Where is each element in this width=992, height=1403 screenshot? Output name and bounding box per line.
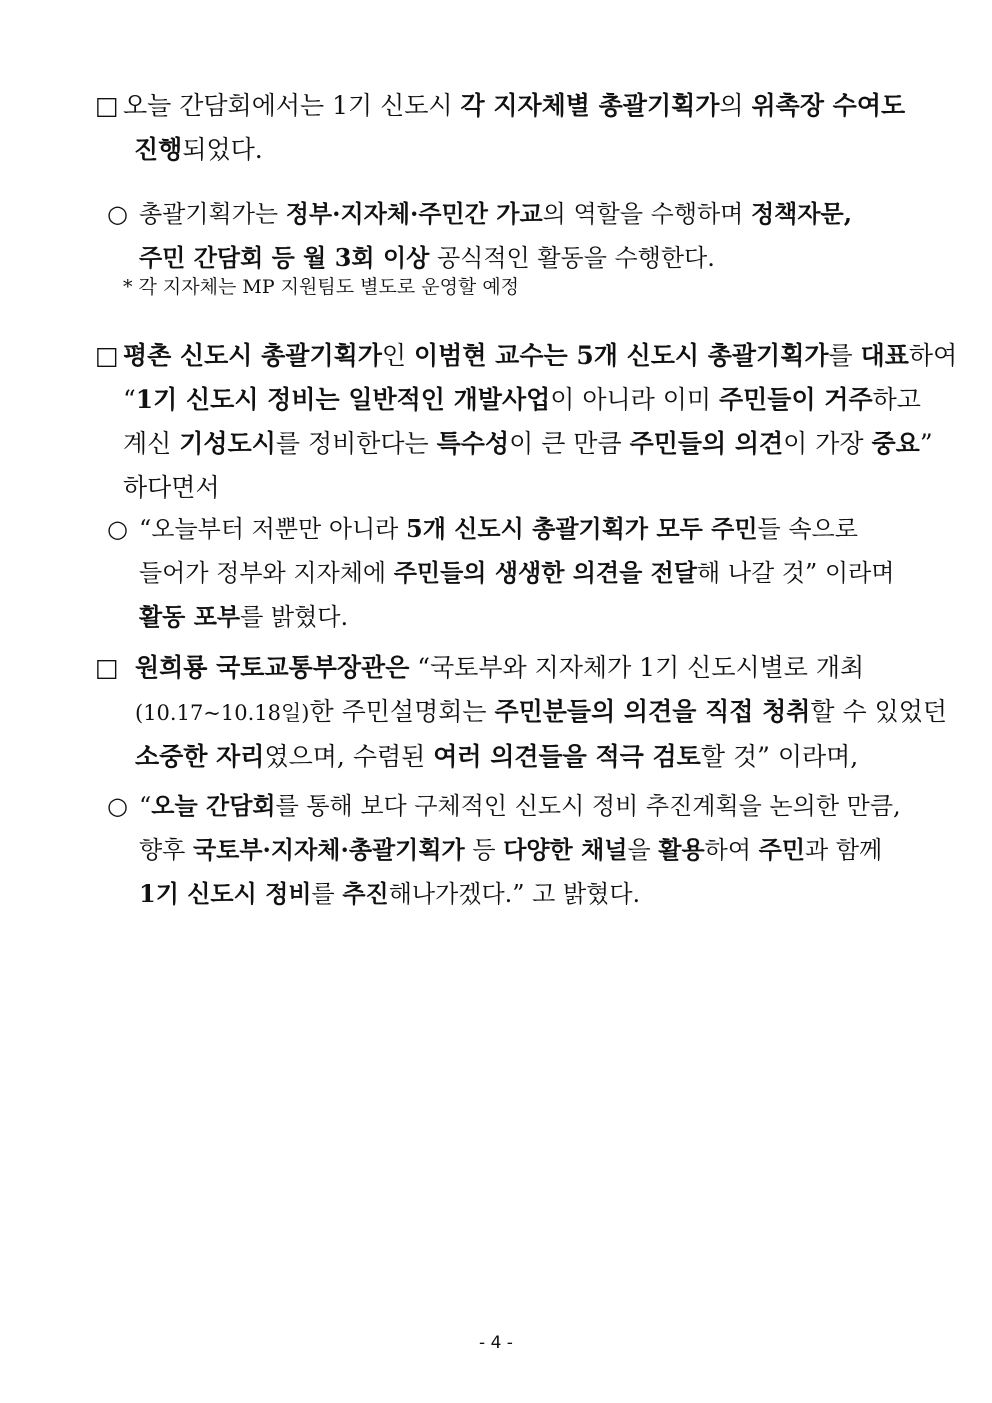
text-run: 향후 — [139, 836, 193, 864]
text-run: 한 주민설명회는 — [309, 697, 495, 726]
page-number: - 4 - — [479, 1333, 513, 1353]
bold-text-run: 기성도시 — [179, 429, 276, 458]
text-run: 과 함께 — [805, 836, 883, 864]
bold-text-run: 주민분들의 의견을 직접 청취 — [494, 697, 811, 726]
text-run: 이 큰 만큼 — [509, 429, 630, 458]
bold-text-run: 각 지자체별 총괄기획가 — [460, 91, 720, 120]
text-run: 총괄기획가는 — [139, 200, 286, 228]
text-run: 인 — [381, 341, 415, 370]
text-line — [123, 422, 933, 466]
paragraph-1-sub — [107, 192, 902, 280]
text-line — [123, 466, 905, 510]
bold-text-run: 특수성 — [436, 429, 510, 458]
paragraph-2-lines — [95, 334, 958, 510]
text-run: 를 정비한다는 — [275, 429, 437, 458]
text-run: 들어가 정부와 지자체에 — [139, 559, 394, 587]
text-run: 의 — [719, 91, 752, 120]
text-run: 의 역할을 수행하며 — [542, 200, 751, 228]
text-line — [139, 872, 902, 916]
bold-text-run: 1기 신도시 정비는 일반적인 개발사업 — [135, 385, 551, 414]
paragraph-1-lines — [95, 84, 905, 172]
bold-text-run: 주민 — [758, 835, 806, 864]
text-run: 오늘 간담회에서는 1기 신도시 — [123, 91, 461, 120]
paragraph-3-lines — [95, 646, 948, 779]
square-bullet-icon: □ — [95, 341, 119, 370]
text-run: 를 통해 보다 구체적인 신도시 정비 추진계획을 논의한 만큼, — [275, 792, 901, 820]
bold-text-run: 정책자문, — [751, 199, 853, 228]
text-run: 를 — [311, 880, 343, 908]
bold-text-run: 정부·지자체·주민간 가교 — [285, 199, 543, 228]
paragraph-2-sub — [107, 507, 902, 639]
text-run: 할 것” 이라며, — [700, 742, 859, 771]
bold-text-run: 위촉장 수여도 — [751, 91, 906, 120]
text-run: 하여 — [704, 836, 759, 864]
text-run: ” — [919, 429, 933, 458]
text-run: “ — [123, 385, 136, 414]
bold-text-run: 주민 간담회 등 월 3회 이상 — [139, 243, 430, 272]
square-bullet-icon: □ — [95, 91, 119, 120]
text-run: 해나가겠다.” 고 밝혔다. — [388, 880, 641, 908]
text-run: “국토부와 지자체가 1기 신도시별로 개최 — [409, 653, 865, 682]
text-run: “ — [139, 792, 152, 820]
bold-text-run: 국토부·지자체·총괄기획가 — [193, 835, 465, 864]
text-run: 하여 — [908, 341, 958, 370]
text-run: (10.17~10.18일) — [135, 701, 310, 725]
footnote — [123, 272, 823, 302]
text-line — [123, 378, 921, 422]
text-line — [139, 595, 902, 639]
bold-text-run: 진행 — [134, 135, 183, 164]
square-bullet-icon: □ — [95, 653, 119, 682]
circle-bullet-icon: ○ — [107, 792, 128, 820]
bold-text-run: 중요 — [871, 429, 920, 458]
bold-text-run: 오늘 간담회 — [151, 791, 276, 820]
text-line — [123, 84, 905, 128]
bold-text-run: 소중한 자리 — [135, 742, 265, 771]
text-run: 이 아니라 이미 — [550, 385, 719, 414]
paragraph-3-sub — [107, 784, 902, 916]
text-run: 들 속으로 — [757, 515, 858, 543]
circle-bullet-icon: ○ — [107, 515, 128, 543]
text-run: 를 — [828, 341, 861, 370]
bold-text-run: 활동 포부 — [139, 602, 241, 631]
text-line — [135, 690, 948, 735]
bold-text-run: 원희룡 국토교통부장관은 — [135, 653, 410, 682]
text-run: 등 — [464, 836, 504, 864]
bold-text-run: 주민들의 생생한 의견을 전달 — [393, 558, 698, 587]
paragraph-2 — [95, 334, 958, 510]
paragraph-2-sub-lines — [107, 507, 902, 639]
bold-text-run: 다양한 채널 — [503, 835, 628, 864]
bold-text-run: 1기 신도시 정비 — [139, 879, 312, 908]
text-line — [139, 192, 902, 236]
text-line — [139, 828, 902, 872]
bold-text-run: 5개 신도시 총괄기획가 모두 주민 — [406, 514, 758, 543]
text-run: 계신 — [123, 429, 180, 458]
text-line — [135, 646, 905, 690]
text-run: 이 가장 — [783, 429, 872, 458]
text-run: 하다면서 — [123, 473, 220, 502]
text-line — [139, 784, 902, 828]
text-run: 하고 — [872, 385, 921, 414]
text-line — [135, 735, 905, 779]
bold-text-run: 활용 — [658, 835, 705, 864]
bold-text-run: 주민들이 거주 — [719, 385, 873, 414]
bold-text-run: 대표 — [860, 341, 909, 370]
text-run: 을 — [627, 836, 659, 864]
bold-text-run: 주민들의 의견 — [629, 429, 784, 458]
bold-text-run: 여러 의견들을 적극 검토 — [433, 742, 701, 771]
paragraph-3-sub-lines — [107, 784, 902, 916]
bold-text-run: 이범현 교수는 5개 신도시 총괄기획가 — [414, 341, 829, 370]
text-run: 였으며, 수렴된 — [264, 742, 434, 771]
bold-text-run: 평촌 신도시 총괄기획가 — [123, 341, 382, 370]
text-line — [139, 551, 902, 595]
text-run: 해 나갈 것” 이라며 — [697, 559, 895, 587]
bold-text-run: 추진 — [342, 879, 389, 908]
paragraph-1 — [95, 84, 905, 172]
text-run: “오늘부터 저뿐만 아니라 — [139, 515, 406, 543]
footnote-text: * 각 지자체는 MP 지원팀도 별도로 운영할 예정 — [123, 276, 520, 298]
circle-bullet-icon: ○ — [107, 200, 128, 228]
text-line — [139, 507, 902, 551]
text-run: 되었다. — [182, 135, 263, 164]
text-run: 할 수 있었던 — [810, 697, 948, 726]
text-line — [123, 334, 958, 378]
paragraph-3 — [95, 646, 948, 779]
text-run: 를 밝혔다. — [240, 603, 349, 631]
text-run: 공식적인 활동을 수행한다. — [429, 244, 715, 272]
text-line — [123, 128, 905, 172]
paragraph-1-sub-lines — [107, 192, 902, 280]
